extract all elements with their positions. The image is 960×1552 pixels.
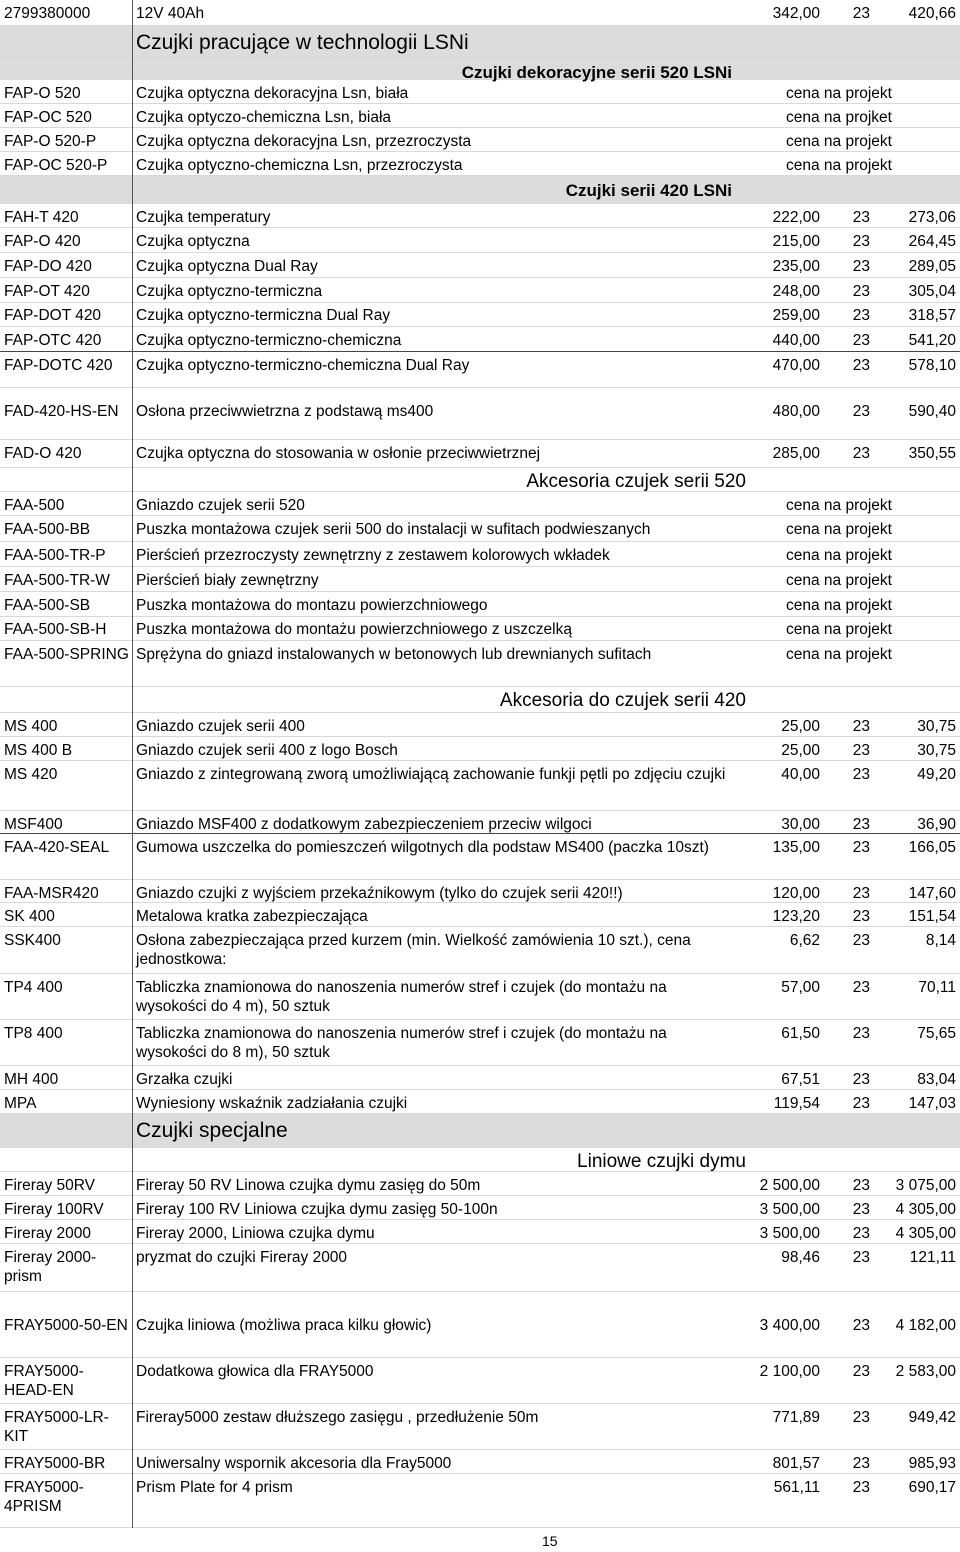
gross-price: 3 075,00 — [895, 1177, 956, 1194]
gross-price: 70,11 — [918, 979, 956, 996]
table-row — [0, 278, 960, 303]
column-divider — [132, 0, 133, 1528]
product-code: FAP-OC 520 — [4, 109, 92, 126]
page-number: 15 — [542, 1533, 558, 1549]
product-code: MPA — [4, 1095, 37, 1112]
product-code: Fireray 2000 — [4, 1225, 92, 1242]
gross-price: 305,04 — [908, 283, 956, 300]
vat-rate: 23 — [852, 816, 870, 833]
gross-price: 4 305,00 — [895, 1225, 956, 1242]
gross-price: 83,04 — [917, 1071, 956, 1088]
vat-rate: 23 — [852, 445, 870, 462]
gross-price: 350,55 — [908, 445, 956, 462]
product-description: Czujka optyczna do stosowania w osłonie przeciwwietrznej — [136, 445, 541, 462]
product-code: FAP-OTC 420 — [4, 332, 102, 349]
table-row — [0, 253, 960, 278]
table-row — [0, 440, 960, 468]
product-code: Fireray 100RV — [4, 1201, 104, 1218]
gross-price: 8,14 — [925, 932, 956, 949]
table-row — [0, 152, 960, 176]
product-code: FAP-DOTC 420 — [4, 357, 113, 374]
vat-rate: 23 — [852, 283, 870, 300]
product-code: FAA-500-SB-H — [4, 621, 107, 638]
product-code: FAP-DOT 420 — [4, 307, 102, 324]
gross-price: 578,10 — [908, 357, 956, 374]
product-description: Osłona zabezpieczająca przed kurzem (min. Wielkość zamówienia 10 szt.), cena jednostkowa: — [136, 932, 691, 968]
net-price: 2 500,00 — [759, 1177, 820, 1194]
table-row — [0, 1358, 960, 1404]
vat-rate: 23 — [852, 1025, 870, 1042]
product-description: Dodatkowa głowica dla FRAY5000 — [136, 1363, 374, 1380]
product-description: Czujka optyczno-chemiczna Lsn, przezroczysta — [136, 157, 463, 174]
table-row — [0, 1244, 960, 1292]
net-price: 215,00 — [772, 233, 820, 250]
product-code: FAA-500-TR-W — [4, 572, 110, 589]
vat-rate: 23 — [852, 1225, 870, 1242]
vat-rate: 23 — [852, 742, 870, 759]
net-price: 222,00 — [772, 209, 820, 226]
product-description: Gniazdo czujek serii 520 — [136, 497, 305, 514]
net-price: 119,54 — [773, 1095, 820, 1112]
net-price: 3 500,00 — [759, 1201, 820, 1218]
gross-price: 4 182,00 — [895, 1317, 956, 1334]
product-code: MS 420 — [4, 766, 58, 783]
product-description: Czujka optyczna Dual Ray — [136, 258, 318, 275]
net-price: 3 400,00 — [759, 1317, 820, 1334]
section-title: Liniowe czujki dymu — [577, 1151, 746, 1172]
gross-price: 147,60 — [908, 885, 956, 902]
product-description: Gniazdo czujek serii 400 — [136, 718, 305, 735]
table-row — [0, 398, 960, 440]
vat-rate: 23 — [852, 718, 870, 735]
product-description: Gniazdo czujek serii 400 z logo Bosch — [136, 742, 398, 759]
product-description: Czujka temperatury — [136, 209, 271, 226]
vat-rate: 23 — [852, 5, 870, 22]
table-row — [0, 1066, 960, 1090]
price-on-request: cena na projekt — [786, 157, 892, 174]
subsection-header — [0, 176, 960, 204]
section-title: Czujki dekoracyjne serii 520 LSNi — [461, 63, 732, 82]
table-row — [0, 1220, 960, 1244]
gross-price: 985,93 — [908, 1455, 956, 1472]
table-row — [0, 903, 960, 927]
product-description: pryzmat do czujki Fireray 2000 — [136, 1249, 348, 1266]
table-row — [0, 1450, 960, 1474]
table-row — [0, 737, 960, 761]
price-on-request: cena na projekt — [786, 646, 892, 663]
vat-rate: 23 — [852, 979, 870, 996]
product-code: FAA-500-BB — [4, 521, 91, 538]
product-code: FRAY5000-BR — [4, 1455, 106, 1472]
product-code: FAA-500-TR-P — [4, 547, 106, 564]
table-row — [0, 1404, 960, 1450]
gross-price: 30,75 — [917, 718, 956, 735]
product-code: FAP-O 520-P — [4, 133, 97, 150]
gross-price: 289,05 — [908, 258, 956, 275]
net-price: 25,00 — [781, 742, 820, 759]
price-on-request: cena na projekt — [786, 547, 892, 564]
price-on-request: cena na projekt — [786, 133, 892, 150]
table-row — [0, 1172, 960, 1196]
vat-rate: 23 — [852, 885, 870, 902]
net-price: 67,51 — [781, 1071, 820, 1088]
price-on-request: cena na projekt — [786, 621, 892, 638]
vat-rate: 23 — [852, 1317, 870, 1334]
gross-price: 147,03 — [908, 1095, 956, 1112]
vat-rate: 23 — [852, 233, 870, 250]
gross-price: 690,17 — [908, 1479, 956, 1496]
table-row — [0, 128, 960, 152]
product-description: Czujka optyczno-termiczna Dual Ray — [136, 307, 391, 324]
gross-price: 4 305,00 — [895, 1201, 956, 1218]
product-code: FAP-O 520 — [4, 85, 81, 102]
product-description: Tabliczka znamionowa do nanoszenia numerów stref i czujek (do montażu na wysokości do 4 m), 50 sztuk — [136, 979, 667, 1015]
table-row — [0, 713, 960, 737]
net-price: 135,00 — [772, 839, 820, 856]
table-row — [0, 567, 960, 592]
subsection-header — [0, 687, 960, 713]
product-description: Uniwersalny wspornik akcesoria dla Fray5000 — [136, 1455, 452, 1472]
product-code: FAA-MSR420 — [4, 885, 99, 902]
product-description: Czujka optyczo-chemiczna Lsn, biała — [136, 109, 392, 126]
vat-rate: 23 — [852, 1455, 870, 1472]
product-code: TP4 400 — [4, 979, 63, 996]
product-code: FAA-420-SEAL — [4, 839, 110, 856]
net-price: 771,89 — [772, 1409, 820, 1426]
price-on-request: cena na projekt — [786, 521, 892, 538]
table-row — [0, 0, 960, 26]
net-price: 259,00 — [772, 307, 820, 324]
product-description: Tabliczka znamionowa do nanoszenia numerów stref i czujek (do montażu na wysokości do 8 m), 50 sztuk — [136, 1025, 667, 1061]
gross-price: 420,66 — [908, 5, 956, 22]
net-price: 40,00 — [781, 766, 820, 783]
gross-price: 2 583,00 — [895, 1363, 956, 1380]
table-row — [0, 616, 960, 641]
price-on-request: cena na projket — [786, 109, 892, 126]
product-description: Czujka optyczno-termiczna — [136, 283, 323, 300]
product-code: FAD-420-HS-EN — [4, 403, 119, 420]
section-title: Czujki pracujące w technologii LSNi — [136, 31, 469, 54]
vat-rate: 23 — [852, 1071, 870, 1088]
product-code: MH 400 — [4, 1071, 59, 1088]
vat-rate: 23 — [852, 209, 870, 226]
product-description: Gniazdo czujki z wyjściem przekaźnikowym (tylko do czujek serii 420!!) — [136, 885, 623, 902]
table-row — [0, 104, 960, 128]
price-on-request: cena na projekt — [786, 572, 892, 589]
product-code: FAA-500-SPRING — [4, 646, 129, 663]
product-description: Czujka optyczna dekoracyjna Lsn, biała — [136, 85, 409, 102]
gross-price: 590,40 — [908, 403, 956, 420]
gross-price: 273,06 — [908, 209, 956, 226]
gross-price: 49,20 — [917, 766, 956, 783]
vat-rate: 23 — [852, 307, 870, 324]
product-description: Czujka optyczna dekoracyjna Lsn, przezroczysta — [136, 133, 472, 150]
product-code: MSF400 — [4, 816, 63, 833]
product-code: FAH-T 420 — [4, 209, 79, 226]
product-description: Fireray 50 RV Linowa czujka dymu zasięg do 50m — [136, 1177, 481, 1194]
table-row — [0, 80, 960, 104]
product-description: Prism Plate for 4 prism — [136, 1479, 293, 1496]
product-code: FAA-500 — [4, 497, 65, 514]
table-row — [0, 228, 960, 253]
product-description: Puszka montażowa czujek serii 500 do instalacji w sufitach podwieszanych — [136, 521, 651, 538]
table-row — [0, 516, 960, 542]
table-row — [0, 352, 960, 388]
net-price: 470,00 — [772, 357, 820, 374]
product-description: Puszka montażowa do montazu powierzchniowego — [136, 597, 488, 614]
product-description: Puszka montażowa do montażu powierzchniowego z uszczelką — [136, 621, 572, 638]
vat-rate: 23 — [852, 258, 870, 275]
table-row — [0, 327, 960, 352]
product-code: SK 400 — [4, 908, 55, 925]
product-code: FAD-O 420 — [4, 445, 82, 462]
table-row — [0, 974, 960, 1020]
table-row — [0, 834, 960, 880]
product-code: Fireray 2000-prism — [4, 1249, 97, 1285]
product-description: Gniazdo z zintegrowaną zworą umożliwiającą zachowanie funkji pętli po zdjęciu czujki — [136, 766, 726, 783]
net-price: 123,20 — [772, 908, 820, 925]
net-price: 561,11 — [773, 1479, 820, 1496]
vat-rate: 23 — [852, 1249, 870, 1266]
gross-price: 121,11 — [909, 1249, 956, 1266]
product-description: Metalowa kratka zabezpieczająca — [136, 908, 368, 925]
gross-price: 36,90 — [917, 816, 956, 833]
section-header — [0, 1114, 960, 1148]
net-price: 285,00 — [772, 445, 820, 462]
vat-rate: 23 — [852, 1095, 870, 1112]
product-description: Fireray 100 RV Liniowa czujka dymu zasięg 50-100n — [136, 1201, 498, 1218]
product-description: Osłona przeciwwietrzna z podstawą ms400 — [136, 403, 434, 420]
vat-rate: 23 — [852, 1479, 870, 1496]
gross-price: 151,54 — [908, 908, 956, 925]
net-price: 440,00 — [772, 332, 820, 349]
product-description: Grzałka czujki — [136, 1071, 233, 1088]
net-price: 248,00 — [772, 283, 820, 300]
product-description: Fireray 2000, Liniowa czujka dymu — [136, 1225, 375, 1242]
vat-rate: 23 — [852, 766, 870, 783]
product-code: FAP-OC 520-P — [4, 157, 108, 174]
product-code: FRAY5000-HEAD-EN — [4, 1363, 84, 1399]
net-price: 25,00 — [781, 718, 820, 735]
product-code: TP8 400 — [4, 1025, 63, 1042]
price-on-request: cena na projekt — [786, 497, 892, 514]
section-header — [0, 26, 960, 58]
product-description: Pierścień biały zewnętrzny — [136, 572, 319, 589]
net-price: 342,00 — [772, 5, 820, 22]
product-code: MS 400 B — [4, 742, 73, 759]
table-row — [0, 1090, 960, 1114]
net-price: 120,00 — [772, 885, 820, 902]
table-row — [0, 1020, 960, 1066]
net-price: 57,00 — [781, 979, 820, 996]
product-code: MS 400 — [4, 718, 58, 735]
table-row — [0, 761, 960, 811]
table-row — [0, 592, 960, 617]
product-code: FRAY5000-50-EN — [4, 1317, 128, 1334]
table-row — [0, 927, 960, 974]
table-row — [0, 542, 960, 567]
gross-price: 541,20 — [908, 332, 956, 349]
product-code: FRAY5000-LR-KIT — [4, 1409, 109, 1445]
product-code: FAP-OT 420 — [4, 283, 90, 300]
product-code: Fireray 50RV — [4, 1177, 96, 1194]
section-title: Czujki serii 420 LSNi — [565, 181, 732, 200]
vat-rate: 23 — [852, 1409, 870, 1426]
product-description: Czujka optyczna — [136, 233, 250, 250]
price-on-request: cena na projekt — [786, 597, 892, 614]
section-title: Akcesoria czujek serii 520 — [526, 471, 746, 492]
product-description: 12V 40Ah — [136, 5, 205, 22]
vat-rate: 23 — [852, 332, 870, 349]
net-price: 235,00 — [772, 258, 820, 275]
product-code: SSK400 — [4, 932, 61, 949]
gross-price: 318,57 — [908, 307, 956, 324]
product-description: Czujka optyczno-termiczno-chemiczna Dual Ray — [136, 357, 470, 374]
vat-rate: 23 — [852, 1177, 870, 1194]
product-description: Wyniesiony wskaźnik zadziałania czujki — [136, 1095, 408, 1112]
table-row — [0, 1312, 960, 1358]
table-row — [0, 1196, 960, 1220]
product-description: Gniazdo MSF400 z dodatkowym zabezpieczeniem przeciw wilgoci — [136, 816, 592, 833]
product-code: FRAY5000-4PRISM — [4, 1479, 84, 1515]
product-description: Pierścień przezroczysty zewnętrzny z zestawem kolorowych wkładek — [136, 547, 610, 564]
vat-rate: 23 — [852, 839, 870, 856]
price-on-request: cena na projekt — [786, 85, 892, 102]
table-row — [0, 811, 960, 834]
product-code: FAP-O 420 — [4, 233, 81, 250]
vat-rate: 23 — [852, 357, 870, 374]
gross-price: 75,65 — [917, 1025, 956, 1042]
gross-price: 30,75 — [917, 742, 956, 759]
net-price: 3 500,00 — [759, 1225, 820, 1242]
product-description: Czujka optyczno-termiczno-chemiczna — [136, 332, 402, 349]
product-code: 2799380000 — [4, 5, 91, 22]
product-description: Sprężyna do gniazd instalowanych w betonowych lub drewnianych sufitach — [136, 646, 652, 663]
vat-rate: 23 — [852, 932, 870, 949]
subsection-header — [0, 468, 960, 492]
table-row — [0, 204, 960, 228]
net-price: 98,46 — [781, 1249, 820, 1266]
product-description: Czujka liniowa (możliwa praca kilku głowic) — [136, 1317, 432, 1334]
table-row — [0, 302, 960, 327]
table-row — [0, 1474, 960, 1528]
product-code: FAP-DO 420 — [4, 258, 92, 275]
vat-rate: 23 — [852, 908, 870, 925]
net-price: 801,57 — [772, 1455, 820, 1472]
product-description: Fireray5000 zestaw dłuższego zasięgu , przedłużenie 50m — [136, 1409, 539, 1426]
net-price: 61,50 — [781, 1025, 820, 1042]
net-price: 6,62 — [789, 932, 820, 949]
vat-rate: 23 — [852, 1201, 870, 1218]
vat-rate: 23 — [852, 403, 870, 420]
gross-price: 949,42 — [908, 1409, 956, 1426]
table-row — [0, 880, 960, 903]
table-row — [0, 492, 960, 516]
net-price: 2 100,00 — [759, 1363, 820, 1380]
gross-price: 166,05 — [908, 839, 956, 856]
product-code: FAA-500-SB — [4, 597, 91, 614]
gross-price: 264,45 — [908, 233, 956, 250]
vat-rate: 23 — [852, 1363, 870, 1380]
section-title: Czujki specjalne — [136, 1119, 288, 1142]
section-title: Akcesoria do czujek serii 420 — [499, 690, 746, 711]
net-price: 30,00 — [781, 816, 820, 833]
subsection-header — [0, 1148, 960, 1172]
table-row — [0, 641, 960, 687]
subsection-header — [0, 58, 960, 80]
product-description: Gumowa uszczelka do pomieszczeń wilgotnych dla podstaw MS400 (paczka 10szt) — [136, 839, 709, 856]
net-price: 480,00 — [772, 403, 820, 420]
